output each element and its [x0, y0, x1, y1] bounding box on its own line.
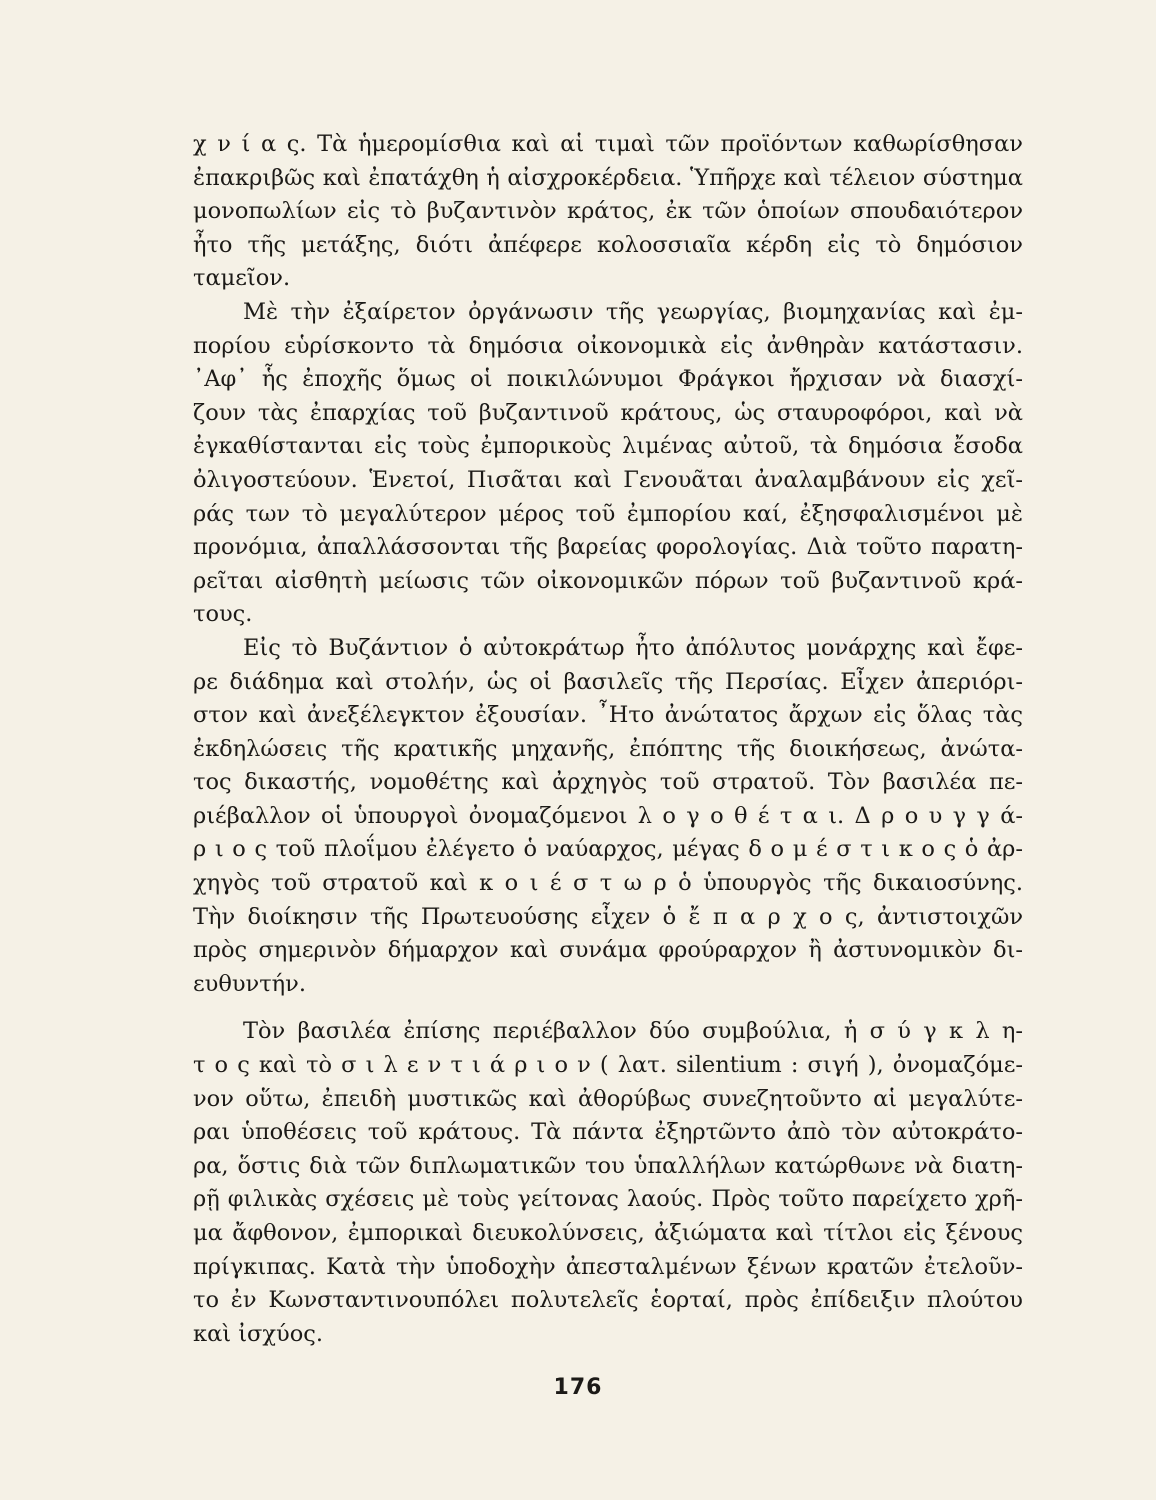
text-line: χ ν ί α ς. Τὰ ἡμερομίσθια καὶ αἱ τιμαὶ τῶν προϊόντων καθωρίσθησαν: [193, 131, 1023, 157]
text-line: μονοπωλίων εἰς τὸ βυζαντινὸν κράτος, ἐκ τῶν ὁποίων σπουδαιότερον: [193, 198, 1023, 225]
text-line: ἦτο τῆς μετάξης, διότι ἀπέφερε κολοσσιαῖα κέρδη εἰς τὸ δημόσιον: [193, 231, 1023, 258]
text-line: στον καὶ ἀνεξέλεγκτον ἐξουσίαν. ῏Ητο ἀνώτατος ἄρχων εἰς ὅλας τὰς: [193, 702, 1023, 729]
text-line: ραι ὑποθέσεις τοῦ κράτους. Τὰ πάντα ἐξηρτῶντο ἀπὸ τὸν αὐτοκράτο-: [193, 1119, 1023, 1146]
text-line: ευθυντήν.: [193, 970, 306, 997]
text-line: Τὴν διοίκησιν τῆς Πρωτευούσης εἶχεν ὁ ἔ π α ρ χ ο ς, ἀντιστοιχῶν: [193, 903, 1023, 930]
text-line: ζουν τὰς ἐπαρχίας τοῦ βυζαντινοῦ κράτους, ὡς σταυροφόροι, καὶ νὰ: [193, 399, 1023, 426]
paragraph: [193, 632, 1023, 1002]
text-line: ᾿Αφ᾿ ἧς ἐποχῆς ὅμως οἱ ποικιλώνυμοι Φράγκοι ἤρχισαν νὰ διασχί-: [193, 366, 1023, 393]
paragraph: [193, 1015, 1023, 1351]
text-line: ρα, ὅστις διὰ τῶν διπλωματικῶν του ὑπαλλήλων κατώρθωνε νὰ διατη-: [193, 1152, 1023, 1179]
text-line: τ ο ς καὶ τὸ σ ι λ ε ν τ ι ά ρ ι ο ν ( λατ. silentium : σιγή ), ὀνομαζόμε-: [193, 1052, 1023, 1079]
text-line: ριέβαλλον οἱ ὑπουργοὶ ὀνομαζόμενοι λ ο γ ο θ έ τ α ι. Δ ρ ο υ γ γ ά-: [193, 802, 1023, 829]
text-line: πρὸς σημερινὸν δήμαρχον καὶ συνάμα φρούραρχον ἢ ἀστυνομικὸν δι-: [193, 937, 1023, 964]
paragraph: [193, 128, 1023, 296]
text-line: τος δικαστής, νομοθέτης καὶ ἀρχηγὸς τοῦ στρατοῦ. Τὸν βασιλέα πε-: [193, 769, 1023, 796]
text-line: πορίου εὑρίσκοντο τὰ δημόσια οἰκονομικὰ εἰς ἀνθηρὰν κατάστασιν.: [193, 332, 1023, 359]
body-text: [193, 128, 1023, 1351]
text-line: προνόμια, ἀπαλλάσσονται τῆς βαρείας φορολογίας. Διὰ τοῦτο παρατη-: [193, 534, 1023, 561]
text-line: ρε διάδημα καὶ στολήν, ὡς οἱ βασιλεῖς τῆς Περσίας. Εἶχεν ἀπεριόρι-: [193, 668, 1023, 695]
text-line: Εἰς τὸ Βυζάντιον ὁ αὐτοκράτωρ ἦτο ἀπόλυτος μονάρχης καὶ ἔφε-: [243, 634, 1023, 661]
text-line: μα ἄφθονον, ἐμπορικαὶ διευκολύνσεις, ἀξιώματα καὶ τίτλοι εἰς ξένους: [193, 1220, 1023, 1246]
text-line: ράς των τὸ μεγαλύτερον μέρος τοῦ ἐμπορίου καί, ἐξησφαλισμένοι μὲ: [193, 500, 1023, 527]
text-line: Μὲ τὴν ἐξαίρετον ὀργάνωσιν τῆς γεωργίας, βιομηχανίας καὶ ἐμ-: [243, 298, 1023, 325]
text-line: ρεῖται αἰσθητὴ μείωσις τῶν οἰκονομικῶν πόρων τοῦ βυζαντινοῦ κρά-: [193, 567, 1023, 594]
text-line: ὀλιγοστεύουν. Ἑνετοί, Πισᾶται καὶ Γενουᾶται ἀναλαμβάνουν εἰς χεῖ-: [193, 466, 1023, 493]
text-line: ἐγκαθίστανται εἰς τοὺς ἐμπορικοὺς λιμένας αὐτοῦ, τὰ δημόσια ἔσοδα: [193, 433, 1023, 460]
text-line: πρίγκιπας. Κατὰ τὴν ὑποδοχὴν ἀπεσταλμένων ξένων κρατῶν ἐτελοῦν-: [193, 1253, 1023, 1280]
text-line: καὶ ἰσχύος.: [193, 1320, 324, 1347]
paragraph-gap: [193, 1001, 1023, 1015]
text-line: τους.: [193, 601, 253, 628]
paragraph: [193, 296, 1023, 632]
text-line: ρῇ φιλικὰς σχέσεις μὲ τοὺς γείτονας λαούς. Πρὸς τοῦτο παρείχετο χρῆ-: [193, 1186, 1023, 1213]
text-line: Τὸν βασιλέα ἐπίσης περιέβαλλον δύο συμβούλια, ἡ σ ύ γ κ λ η-: [243, 1018, 1023, 1045]
text-line: το ἐν Κωνσταντινουπόλει πολυτελεῖς ἑορταί, πρὸς ἐπίδειξιν πλούτου: [193, 1287, 1023, 1314]
text-line: ταμεῖον.: [193, 265, 291, 292]
text-line: νον οὕτω, ἐπειδὴ μυστικῶς καὶ ἀθορύβως συνεζητοῦντο αἱ μεγαλύτε-: [193, 1085, 1023, 1112]
text-line: χηγὸς τοῦ στρατοῦ καὶ κ ο ι έ σ τ ω ρ ὁ ὑπουργὸς τῆς δικαιοσύνης.: [193, 870, 1023, 897]
text-line: ἐκδηλώσεις τῆς κρατικῆς μηχανῆς, ἐπόπτης τῆς διοικήσεως, ἀνώτα-: [193, 735, 1023, 762]
page-number: 176: [553, 1375, 603, 1400]
text-line: ρ ι ο ς τοῦ πλοΐμου ἐλέγετο ὁ ναύαρχος, μέγας δ ο μ έ σ τ ι κ ο ς ὁ ἀρ-: [193, 836, 1023, 863]
text-line: ἐπακριβῶς καὶ ἐπατάχθη ἡ αἰσχροκέρδεια. Ὑπῆρχε καὶ τέλειον σύστημα: [193, 164, 1023, 191]
